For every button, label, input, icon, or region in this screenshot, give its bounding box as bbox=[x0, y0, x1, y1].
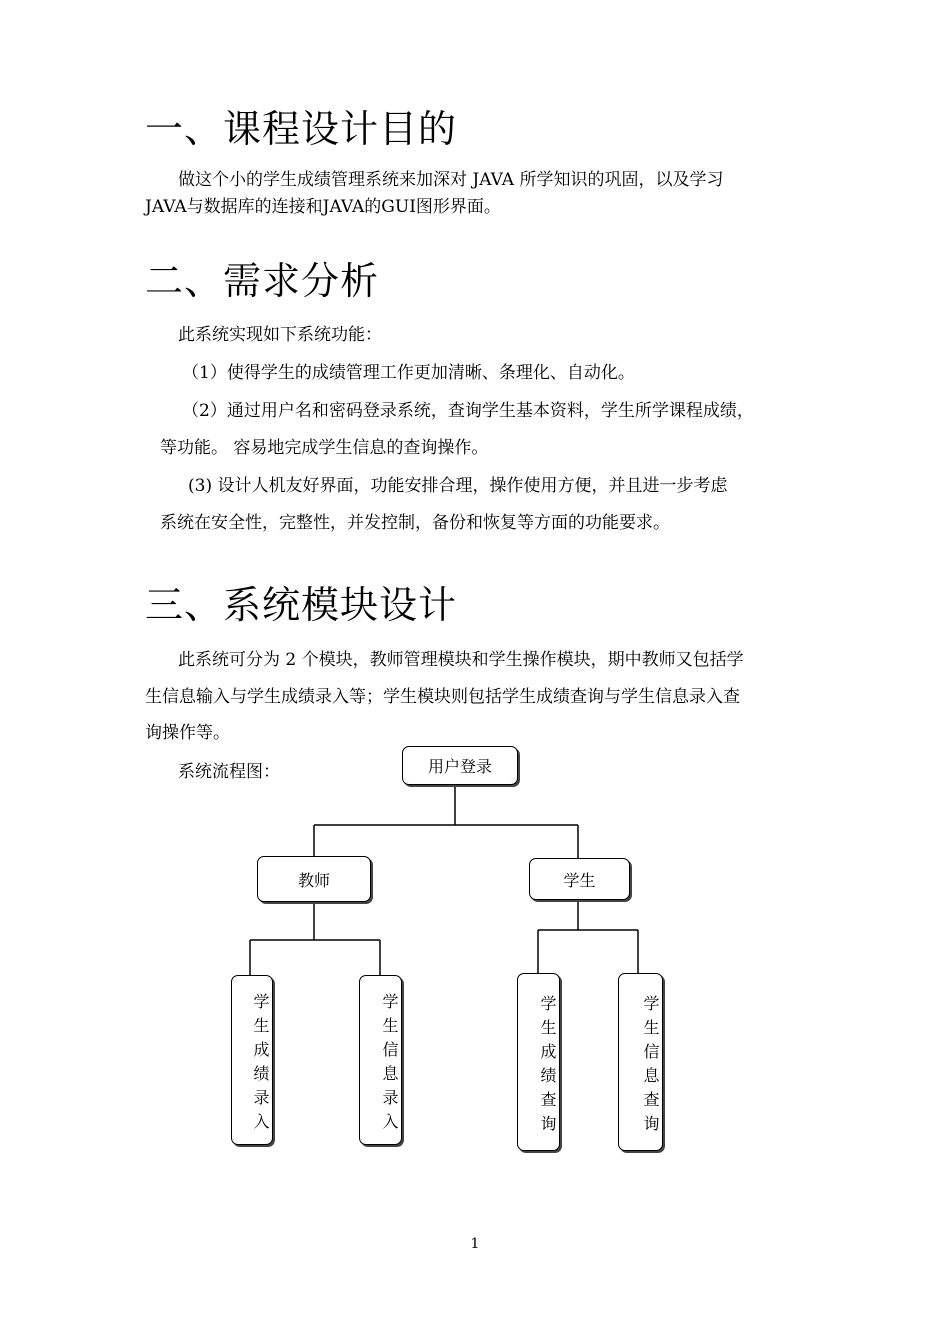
requirement-item-2-line-1: （2）通过用户名和密码登录系统，查询学生基本资料，学生所学课程成绩， bbox=[182, 401, 754, 421]
flow-node-user-login: 用户登录 bbox=[402, 746, 518, 785]
section-1-paragraph-line-1: 做这个小的学生成绩管理系统来加深对 JAVA 所学知识的巩固，以及学习 bbox=[178, 170, 724, 190]
section-1-heading: 一、课程设计目的 bbox=[145, 107, 458, 151]
flow-node-student: 学生 bbox=[529, 858, 630, 900]
section-1-paragraph-line-2: JAVA与数据库的连接和JAVA的GUI图形界面。 bbox=[145, 197, 501, 217]
section-3-heading: 三、系统模块设计 bbox=[145, 583, 458, 627]
requirement-item-3-line-1: (3) 设计人机友好界面，功能安排合理，操作使用方便，并且进一步考虑 bbox=[188, 476, 728, 496]
flow-node-teacher: 教师 bbox=[257, 856, 371, 902]
section-2-heading: 二、需求分析 bbox=[145, 259, 380, 303]
page-number: 1 bbox=[470, 1236, 480, 1252]
requirement-item-3-line-2: 系统在安全性，完整性，并发控制，备份和恢复等方面的功能要求。 bbox=[160, 513, 670, 533]
flow-node-info-query: 学生信息查询 bbox=[618, 973, 663, 1151]
section-3-paragraph-line-1: 此系统可分为 2 个模块，教师管理模块和学生操作模块，期中教师又包括学 bbox=[178, 650, 744, 670]
requirement-item-2-line-2: 等功能。 容易地完成学生信息的查询操作。 bbox=[160, 438, 489, 458]
flow-node-score-entry: 学生成绩录入 bbox=[231, 975, 273, 1145]
section-3-paragraph-line-2: 生信息输入与学生成绩录入等；学生模块则包括学生成绩查询与学生信息录入查 bbox=[145, 687, 740, 707]
section-2-intro: 此系统实现如下系统功能： bbox=[178, 325, 382, 345]
flowchart-label: 系统流程图： bbox=[178, 762, 280, 782]
section-3-paragraph-line-3: 询操作等。 bbox=[145, 723, 230, 743]
flow-node-score-query: 学生成绩查询 bbox=[517, 973, 560, 1151]
requirement-item-1: （1）使得学生的成绩管理工作更加清晰、条理化、自动化。 bbox=[182, 363, 635, 383]
flow-node-info-entry: 学生信息录入 bbox=[359, 975, 402, 1145]
